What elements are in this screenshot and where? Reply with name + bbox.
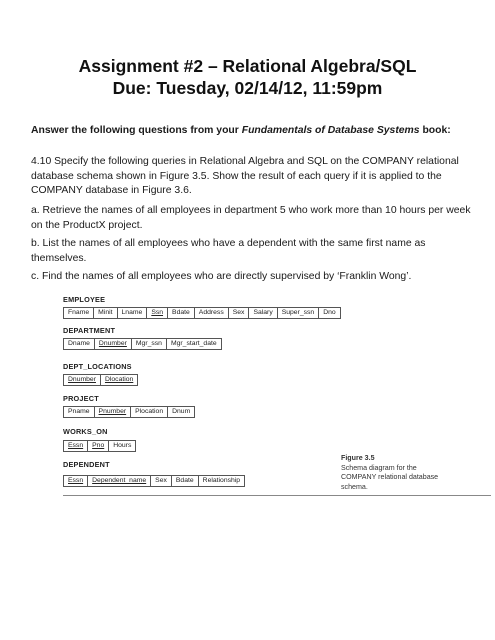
attribute-mgr-start-date: Mgr_start_date: [166, 338, 222, 350]
attribute-sex: Sex: [150, 475, 171, 487]
figure-label: Figure 3.5: [341, 454, 375, 462]
relation-attributes-project: [63, 406, 195, 417]
relation-attributes-dept-locations: [63, 374, 138, 385]
attribute-minit: Minit: [93, 307, 116, 319]
assignment-title: Assignment #2 – Relational Algebra/SQL: [78, 56, 417, 76]
relation-name-project: PROJECT: [63, 394, 99, 403]
attribute-fname: Fname: [63, 307, 93, 319]
attribute-dno: Dno: [318, 307, 340, 319]
attribute-lname: Lname: [117, 307, 147, 319]
question-a: a. Retrieve the names of all employees in department 5 who work more than 10 hours per week on the ProductX project.: [31, 205, 471, 231]
attribute-pname: Pname: [63, 406, 94, 418]
attribute-dname: Dname: [63, 338, 94, 350]
relation-name-works-on: WORKS_ON: [63, 427, 108, 436]
attribute-bdate: Bdate: [171, 475, 198, 487]
intro-prefix: Answer the following questions from your: [31, 125, 242, 136]
attribute-essn: Essn: [63, 475, 87, 487]
relation-name-dept-locations: DEPT_LOCATIONS: [63, 362, 132, 371]
attribute-pnumber: Pnumber: [94, 406, 131, 418]
question-b: b. List the names of all employees who have a dependent with the same first name as themselves.: [31, 238, 426, 264]
attribute-dlocation: Dlocation: [100, 374, 138, 386]
relation-attributes-dependent: [63, 475, 245, 486]
relation-attributes-works-on: [63, 440, 136, 451]
figure-caption-text: Schema diagram for the COMPANY relational database schema.: [341, 463, 439, 491]
relation-attributes-department: [63, 338, 222, 349]
question-4-10: 4.10 Specify the following queries in Relational Algebra and SQL on the COMPANY relational database schema shown in Figure 3.5. Show the result of each query if it is applied to the COMPANY database in Figure 3.6.: [31, 156, 459, 196]
attribute-ssn: Ssn: [146, 307, 167, 319]
book-title: Fundamentals of Database Systems: [241, 125, 420, 136]
intro-paragraph: [31, 124, 471, 139]
due-date: Due: Tuesday, 02/14/12, 11:59pm: [112, 78, 383, 98]
attribute-dnumber: Dnumber: [94, 338, 131, 350]
attribute-relationship: Relationship: [198, 475, 245, 487]
attribute-pno: Pno: [87, 440, 108, 452]
figure-divider: [63, 495, 491, 496]
attribute-address: Address: [194, 307, 228, 319]
attribute-hours: Hours: [108, 440, 136, 452]
relation-attributes-employee: [63, 307, 341, 318]
attribute-dnum: Dnum: [167, 406, 195, 418]
attribute-dependent-name: Dependent_name: [87, 475, 150, 487]
attribute-sex: Sex: [228, 307, 249, 319]
relation-name-employee: EMPLOYEE: [63, 295, 106, 304]
intro-suffix: book:: [419, 125, 451, 136]
attribute-plocation: Plocation: [130, 406, 167, 418]
attribute-mgr-ssn: Mgr_ssn: [131, 338, 166, 350]
attribute-essn: Essn: [63, 440, 87, 452]
question-c: c. Find the names of all employees who are directly supervised by ‘Franklin Wong’.: [31, 271, 412, 282]
relation-name-dependent: DEPENDENT: [63, 460, 110, 469]
attribute-salary: Salary: [248, 307, 276, 319]
figure-caption: [341, 454, 451, 492]
attribute-bdate: Bdate: [167, 307, 194, 319]
attribute-super-ssn: Super_ssn: [277, 307, 319, 319]
relation-name-department: DEPARTMENT: [63, 326, 116, 335]
attribute-dnumber: Dnumber: [63, 374, 100, 386]
